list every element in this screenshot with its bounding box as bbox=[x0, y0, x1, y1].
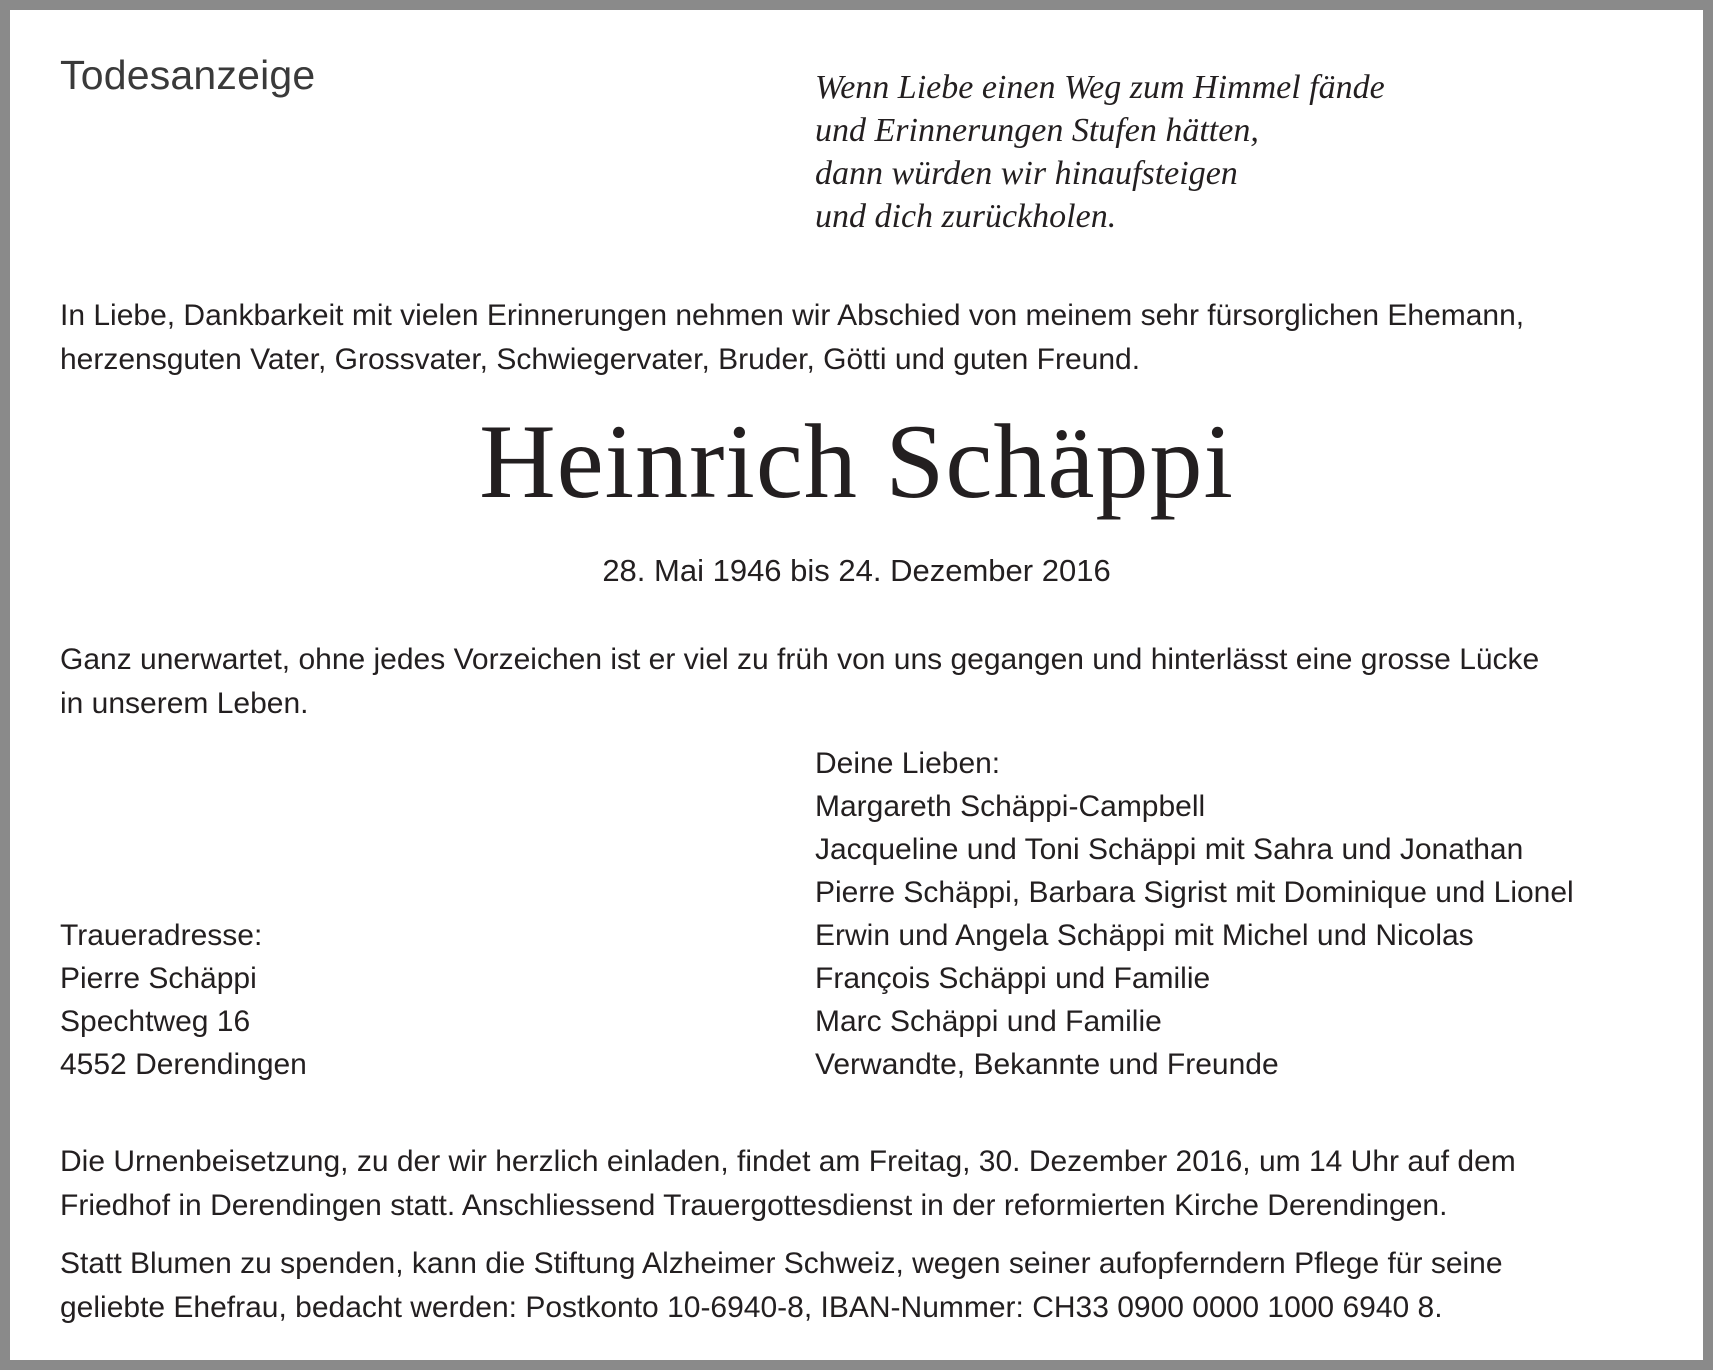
verse-line: und Erinnerungen Stufen hätten, bbox=[815, 112, 1259, 149]
mourner-entry: François Schäppi und Familie bbox=[815, 962, 1211, 995]
mourners-heading: Deine Lieben: bbox=[815, 747, 1001, 780]
funeral-info-paragraph bbox=[60, 1140, 1670, 1228]
deceased-name: Heinrich Schäppi bbox=[479, 403, 1234, 520]
memorial-verse bbox=[815, 66, 1385, 238]
mourner-entry: Pierre Schäppi, Barbara Sigrist mit Dominique und Lionel bbox=[815, 876, 1574, 909]
statement-line: in unserem Leben. bbox=[60, 687, 309, 720]
mourner-entry: Marc Schäppi und Familie bbox=[815, 1005, 1162, 1038]
mourner-entry: Jacqueline und Toni Schäppi mit Sahra und Jonathan bbox=[815, 833, 1524, 866]
address-line: Pierre Schäppi bbox=[60, 962, 257, 995]
donation-line: geliebte Ehefrau, bedacht werden: Postkonto 10-6940-8, IBAN-Nummer: CH33 0900 0000 1000 6940 8. bbox=[60, 1291, 1443, 1324]
verse-line: und dich zurückholen. bbox=[815, 198, 1117, 235]
death-notice-card bbox=[10, 10, 1703, 1360]
life-dates: 28. Mai 1946 bis 24. Dezember 2016 bbox=[602, 553, 1111, 588]
funeral-line: Friedhof in Derendingen statt. Anschliessend Trauergottesdienst in der reformierten Kirche Derendingen. bbox=[60, 1189, 1448, 1222]
intro-line: herzensguten Vater, Grossvater, Schwiegervater, Bruder, Götti und guten Freund. bbox=[60, 343, 1141, 376]
intro-paragraph bbox=[60, 294, 1670, 382]
verse-line: Wenn Liebe einen Weg zum Himmel fände bbox=[815, 69, 1385, 106]
mourning-address bbox=[60, 914, 307, 1086]
intro-line: In Liebe, Dankbarkeit mit vielen Erinnerungen nehmen wir Abschied von meinem sehr fürsorglichen Ehemann, bbox=[60, 299, 1525, 332]
verse-line: dann würden wir hinaufsteigen bbox=[815, 155, 1238, 192]
mourner-entry: Erwin und Angela Schäppi mit Michel und Nicolas bbox=[815, 919, 1474, 952]
statement-line: Ganz unerwartet, ohne jedes Vorzeichen ist er viel zu früh von uns gegangen und hinterlässt eine grosse Lücke bbox=[60, 643, 1540, 676]
address-heading: Traueradresse: bbox=[60, 919, 263, 952]
donation-paragraph bbox=[60, 1242, 1670, 1330]
mourner-entry: Margareth Schäppi-Campbell bbox=[815, 790, 1206, 823]
address-line: 4552 Derendingen bbox=[60, 1048, 307, 1081]
mourners-list bbox=[815, 742, 1574, 1086]
donation-line: Statt Blumen zu spenden, kann die Stiftung Alzheimer Schweiz, wegen seiner aufopferndern Pflege für seine bbox=[60, 1247, 1503, 1280]
address-line: Spechtweg 16 bbox=[60, 1005, 251, 1038]
statement-paragraph bbox=[60, 638, 1670, 726]
funeral-line: Die Urnenbeisetzung, zu der wir herzlich einladen, findet am Freitag, 30. Dezember 2016, um 14 Uhr auf dem bbox=[60, 1145, 1516, 1178]
notice-type-label: Todesanzeige bbox=[60, 52, 316, 98]
mourner-entry: Verwandte, Bekannte und Freunde bbox=[815, 1048, 1279, 1081]
